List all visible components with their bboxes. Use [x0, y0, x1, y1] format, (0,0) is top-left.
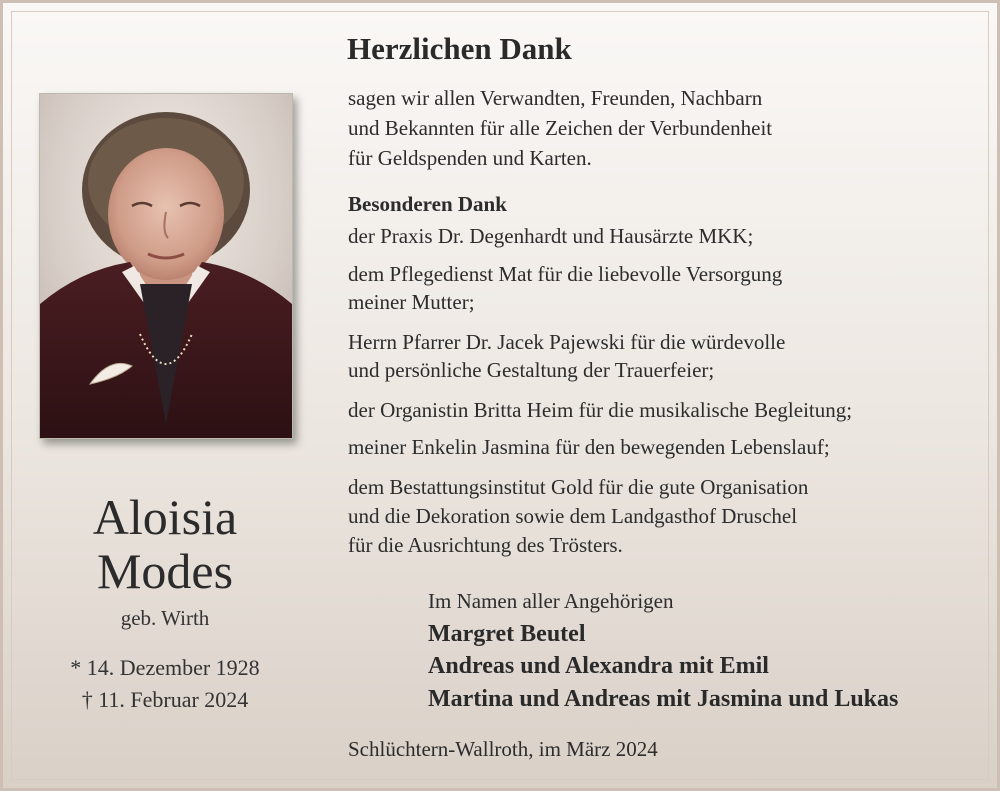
- thanks-line: meiner Enkelin Jasmina für den bewegenden Lebenslauf;: [348, 435, 830, 459]
- signature-name: Andreas und Alexandra mit Emil: [428, 653, 769, 679]
- thanks-line: und die Dekoration sowie dem Landgasthof Druschel: [348, 504, 798, 528]
- thanks-line: für die Ausrichtung des Trösters.: [348, 533, 623, 557]
- deceased-first-name: Aloisia: [92, 489, 238, 545]
- intro-line: und Bekannten für alle Zeichen der Verbundenheit: [348, 116, 773, 140]
- thanks-line: dem Bestattungsinstitut Gold für die gute Organisation: [348, 475, 809, 499]
- thanks-line: und persönliche Gestaltung der Trauerfeier;: [348, 358, 715, 382]
- signature-intro: Im Namen aller Angehörigen: [428, 589, 674, 613]
- signature-name: Martina und Andreas mit Jasmina und Lukas: [428, 686, 899, 712]
- thanks-line: der Organistin Britta Heim für die musikalische Begleitung;: [348, 398, 853, 422]
- place-and-date: Schlüchtern-Wallroth, im März 2024: [348, 737, 658, 761]
- death-date: † 11. Februar 2024: [81, 687, 249, 712]
- maiden-name: geb. Wirth: [120, 606, 210, 630]
- portrait-photo: [39, 93, 293, 439]
- signature-name: Margret Beutel: [428, 621, 586, 647]
- thanks-line: dem Pflegedienst Mat für die liebevolle Versorgung: [348, 262, 783, 286]
- deceased-last-name: Modes: [96, 543, 234, 599]
- special-thanks-heading: Besonderen Dank: [348, 192, 507, 216]
- intro-line: sagen wir allen Verwandten, Freunden, Nachbarn: [348, 86, 763, 110]
- thanks-line: der Praxis Dr. Degenhardt und Hausärzte MKK;: [348, 224, 754, 248]
- thanks-heading: Herzlichen Dank: [347, 31, 572, 66]
- intro-line: für Geldspenden und Karten.: [348, 146, 592, 170]
- birth-date: * 14. Dezember 1928: [70, 655, 260, 680]
- thanks-line: Herrn Pfarrer Dr. Jacek Pajewski für die würdevolle: [348, 330, 786, 354]
- thanks-line: meiner Mutter;: [348, 290, 475, 314]
